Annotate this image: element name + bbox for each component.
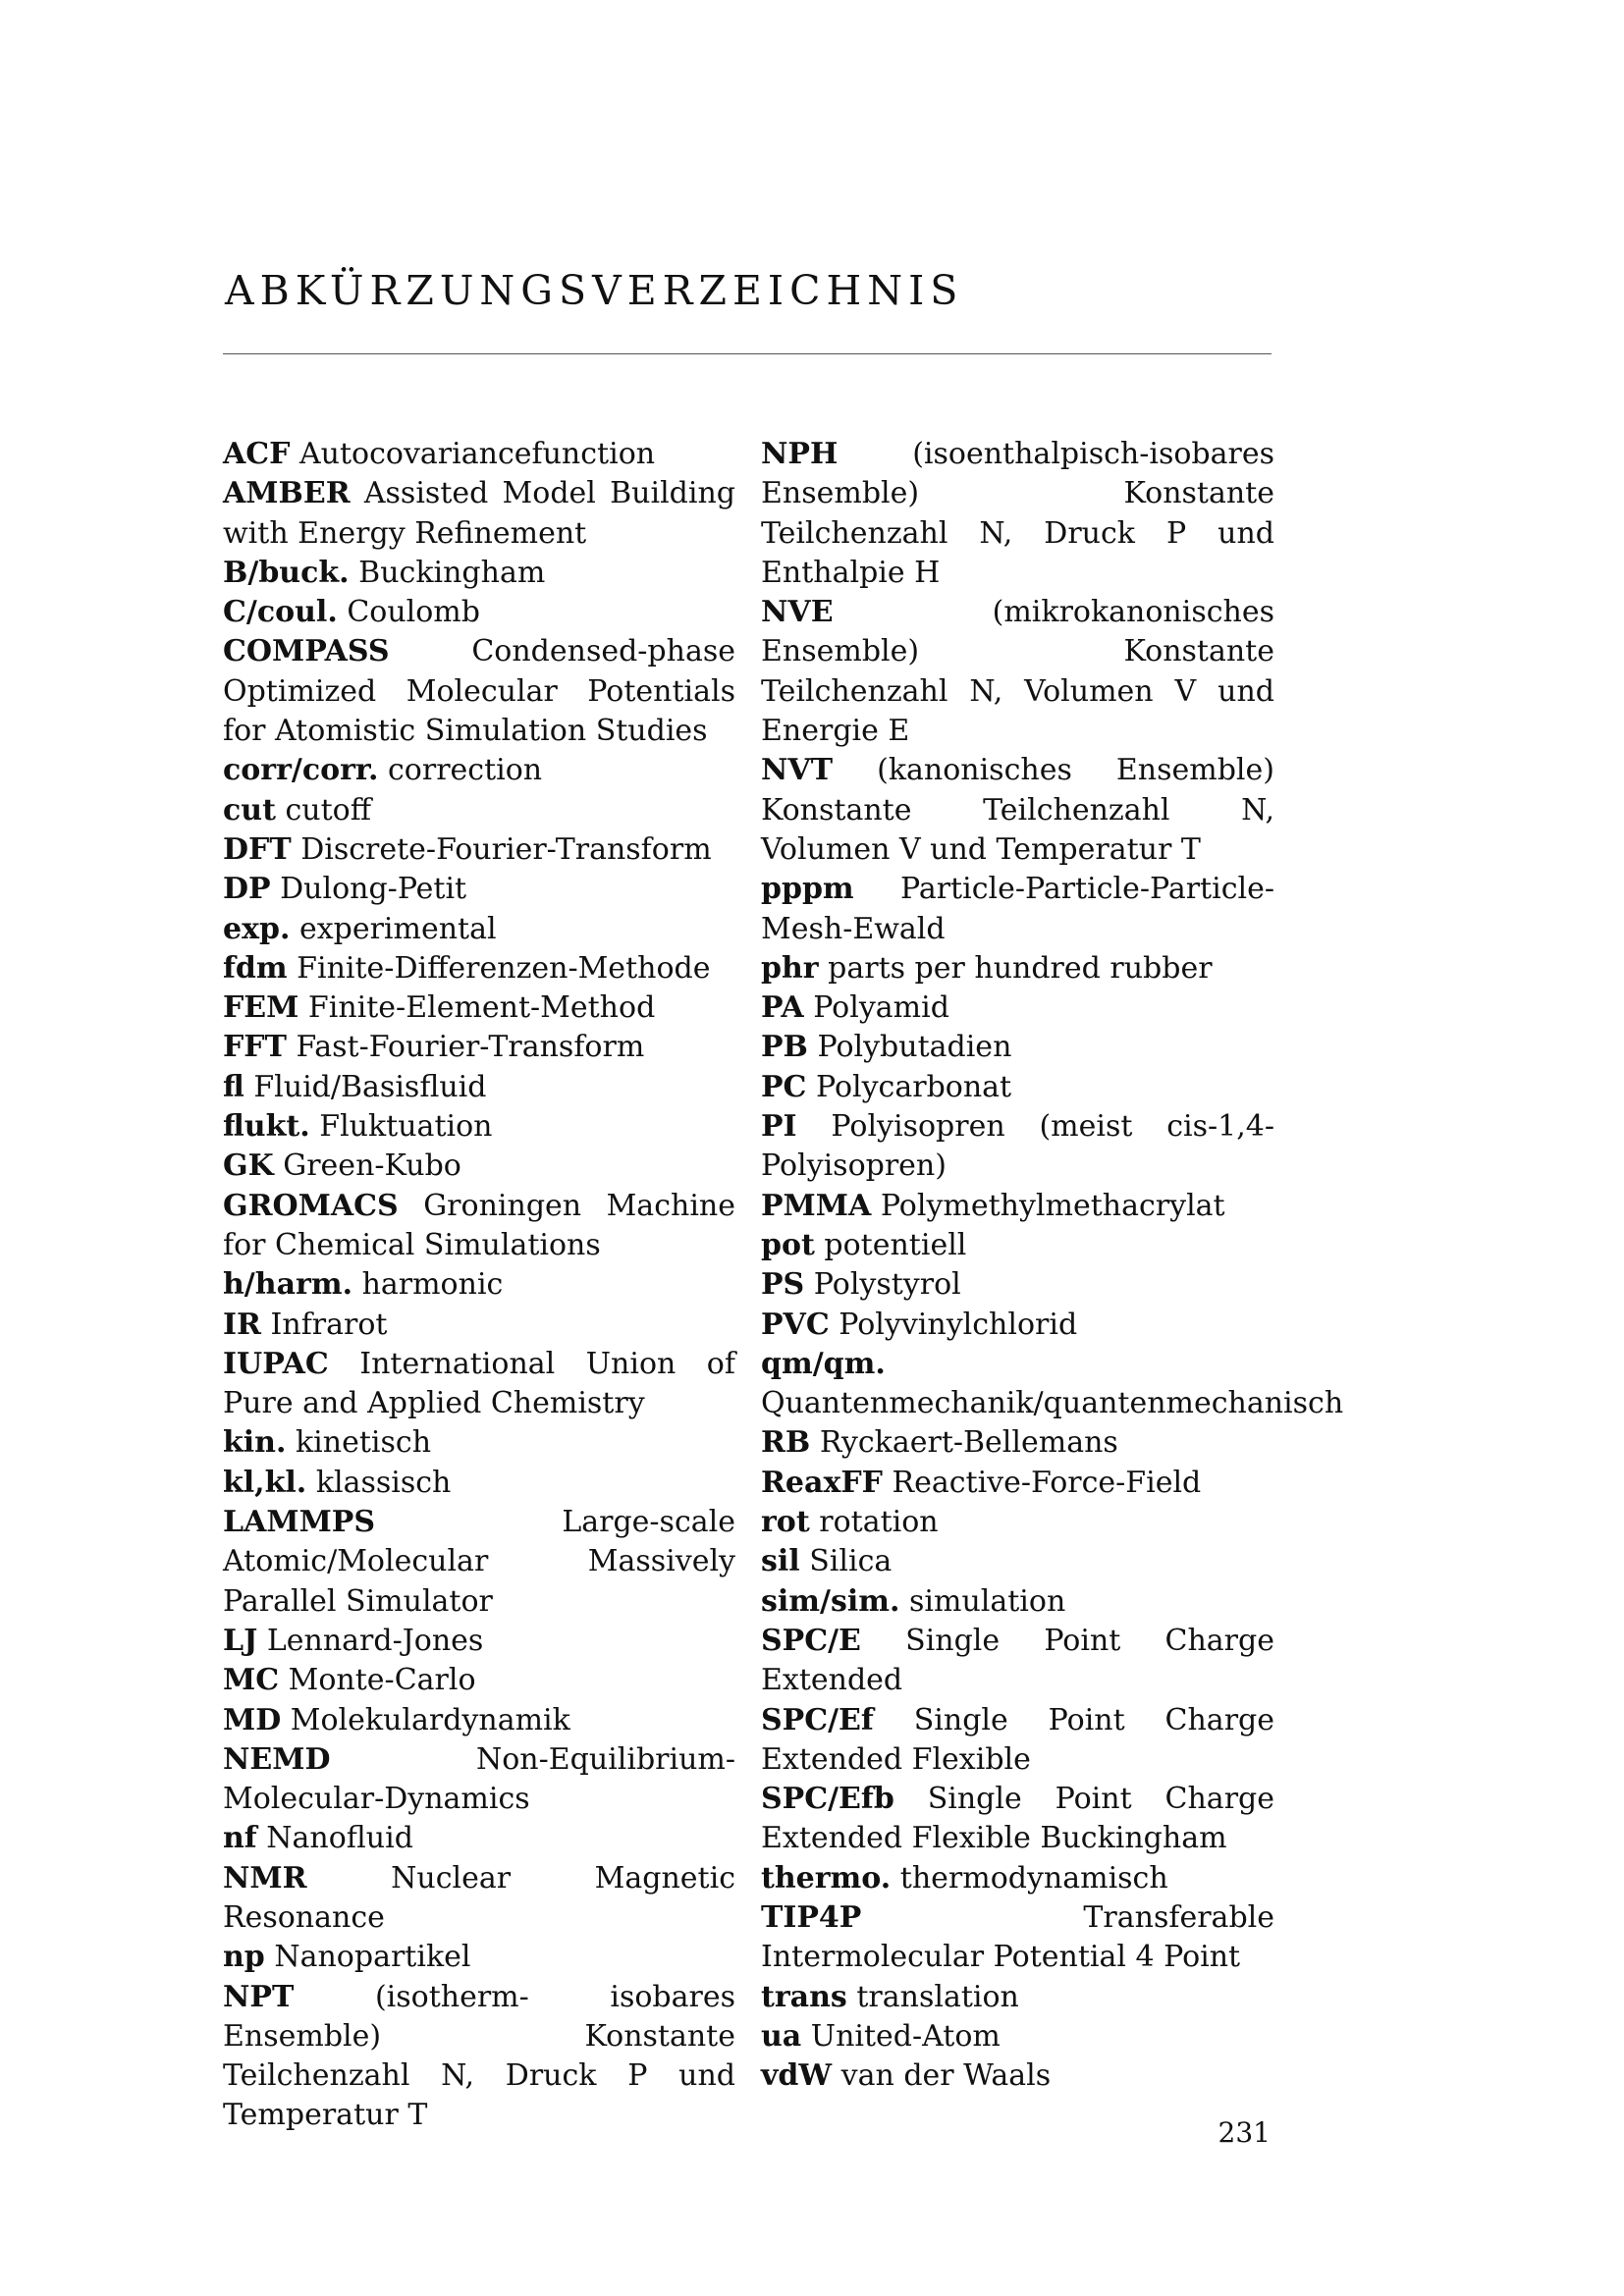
list-item [223,830,735,870]
abbreviation-definition: Finite-Element-Method [307,990,656,1026]
abbreviation-term: MC [223,1663,280,1698]
list-item [761,2017,1274,2056]
abbreviation-definition: kinetisch [296,1425,432,1461]
abbreviation-definition: Polyvinylchlorid [839,1307,1078,1342]
list-item [223,988,735,1028]
list-item [761,751,1274,870]
list-item [223,1187,735,1266]
list-item [761,593,1274,751]
list-item [223,870,735,909]
list-item [223,949,735,988]
abbreviation-definition: (kanonisches Ensemble) Konstante Teilchenzahl N, Volumen V und Temperatur T [761,753,1274,867]
abbreviation-term: PI [761,1109,797,1145]
list-item [223,1107,735,1147]
abbreviation-term: thermo. [761,1860,892,1896]
abbreviation-term: NEMD [223,1741,331,1777]
abbreviation-term: NMR [223,1860,307,1896]
list-item [223,1819,735,1858]
abbreviation-term: TIP4P [761,1899,862,1935]
abbreviation-definition: Ryckaert-Bellemans [819,1425,1118,1461]
abbreviation-definition: Groningen Machine for Chemical Simulations [223,1188,735,1262]
abbreviation-definition: Coulomb [347,595,480,630]
abbreviation-definition: Polystyrol [813,1267,961,1303]
abbreviation-definition: Fluktuation [319,1109,493,1145]
abbreviation-term: kl,kl. [223,1465,307,1500]
abbreviation-list-right [761,435,1344,2096]
list-item [761,1226,1274,1265]
abbreviation-definition: Nuclear Magnetic Resonance [223,1860,735,1935]
abbreviation-definition: Monte-Carlo [288,1663,476,1698]
abbreviation-definition: Quantenmechanik/quantenmechanisch [761,1386,1344,1421]
abbreviation-term: pot [761,1227,815,1262]
abbreviation-definition: cutoff [285,792,372,828]
abbreviation-definition: Large-scale Atomic/Molecular Massively Parallel Simulator [223,1505,735,1619]
list-item [761,1464,1274,1503]
abbreviation-term: exp. [223,911,291,946]
abbreviation-definition: Single Point Charge Extended [761,1623,1274,1698]
abbreviation-term: DFT [223,831,292,867]
abbreviation-term: trans [761,1979,847,2014]
list-item [223,593,735,632]
abbreviation-term: DP [223,872,271,907]
abbreviation-term: FFT [223,1030,287,1065]
abbreviation-definition: correction [387,753,543,788]
list-item [761,1780,1274,1859]
list-item [223,1661,735,1700]
abbreviation-term: NPT [223,1979,295,2014]
list-item [761,2056,1274,2096]
list-item [223,1938,735,1977]
abbreviation-term: AMBER [223,476,351,511]
abbreviation-term: GK [223,1148,274,1184]
list-item [761,1265,1274,1305]
page-number: 231 [1218,2116,1271,2149]
abbreviation-term: COMPASS [223,634,390,669]
abbreviation-term: B/buck. [223,555,350,590]
list-item [223,554,735,593]
list-item [761,1187,1274,1226]
abbreviation-definition: Polycarbonat [815,1069,1012,1104]
list-item [223,435,735,474]
abbreviation-definition: Polyamid [813,990,949,1026]
list-item [223,1503,735,1622]
abbreviation-definition: potentiell [824,1227,967,1262]
abbreviation-term: PMMA [761,1188,872,1223]
abbreviation-term: np [223,1940,265,1975]
abbreviation-term: qm/qm. [761,1346,886,1381]
abbreviation-term: nf [223,1821,257,1856]
abbreviation-term: MD [223,1702,282,1737]
abbreviation-term: PB [761,1030,808,1065]
abbreviation-definition: Single Point Charge Extended Flexible [761,1702,1274,1777]
abbreviation-term: NVE [761,595,834,630]
list-item [223,910,735,949]
abbreviation-definition: Molekulardynamik [290,1702,570,1737]
list-item [223,1306,735,1345]
abbreviation-definition: Nanofluid [266,1821,413,1856]
abbreviation-term: NPH [761,437,839,471]
abbreviation-definition: Discrete-Fourier-Transform [300,831,712,867]
abbreviation-definition: Polybutadien [817,1030,1012,1065]
abbreviation-term: flukt. [223,1109,310,1145]
abbreviation-term: vdW [761,2058,833,2094]
abbreviation-term: PA [761,990,804,1026]
list-item [761,1978,1274,2017]
abbreviation-term: GROMACS [223,1188,399,1223]
abbreviation-definition: (isotherm- isobares Ensemble) Konstante Teilchenzahl N, Druck P und Temperatur T [223,1979,735,2133]
abbreviation-term: h/harm. [223,1267,353,1303]
abbreviation-definition: Fast-Fourier-Transform [296,1030,645,1065]
abbreviation-definition: Autocovariancefunction [299,437,656,471]
abbreviation-term: C/coul. [223,595,338,630]
abbreviation-term: LAMMPS [223,1505,376,1540]
abbreviation-term: LJ [223,1623,258,1658]
list-item [761,1582,1274,1622]
abbreviation-term: PVC [761,1307,830,1342]
abbreviation-term: cut [223,792,276,828]
list-item [761,1028,1274,1067]
list-item [761,1701,1274,1781]
abbreviation-term: kin. [223,1425,287,1461]
abbreviation-term: ua [761,2018,802,2054]
abbreviation-term: rot [761,1505,810,1540]
list-item [761,988,1274,1028]
abbreviation-definition: simulation [909,1583,1066,1619]
abbreviation-definition: Transferable Intermolecular Potential 4 Point [761,1899,1274,1975]
abbreviation-definition: Assisted Model Building with Energy Refinement [223,476,735,551]
abbreviation-term: fl [223,1069,244,1104]
abbreviation-term: ACF [223,437,291,471]
abbreviation-definition: experimental [298,911,497,946]
abbreviation-definition: Green-Kubo [283,1148,461,1184]
abbreviation-definition: Dulong-Petit [280,872,467,907]
list-item [223,1464,735,1503]
list-item [223,1068,735,1107]
list-item [761,1068,1274,1107]
abbreviation-term: PC [761,1069,807,1104]
abbreviation-definition: klassisch [315,1465,452,1500]
abbreviation-definition: Fluid/Basisfluid [253,1069,487,1104]
abbreviation-definition: Non-Equilibrium-Molecular-Dynamics [223,1741,735,1817]
abbreviation-term: SPC/Efb [761,1782,894,1817]
list-item [761,1423,1274,1463]
abbreviation-definition: Lennard-Jones [266,1623,484,1658]
abbreviation-definition: (mikrokanonisches Ensemble) Konstante Teilchenzahl N, Volumen V und Energie E [761,595,1274,749]
abbreviation-definition: Particle-Particle-Particle-Mesh-Ewald [761,872,1274,946]
list-item [761,949,1274,988]
list-item [223,1147,735,1186]
abbreviation-definition: Reactive-Force-Field [892,1465,1202,1500]
list-item [761,1622,1274,1701]
abbreviation-term: ReaxFF [761,1465,883,1500]
list-item [223,791,735,830]
abbreviation-definition: Buckingham [358,555,546,590]
abbreviation-definition: (isoenthalpisch-isobares Ensemble) Konstante Teilchenzahl N, Druck P und Enthalpie H [761,437,1274,590]
abbreviation-definition: Infrarot [270,1307,388,1342]
abbreviation-list-left [223,435,735,2136]
list-item [761,435,1274,593]
abbreviation-definition: rotation [819,1505,939,1540]
list-item [761,1503,1274,1542]
abbreviation-term: PS [761,1267,805,1303]
list-item [223,474,735,554]
abbreviation-term: NVT [761,753,834,788]
abbreviation-definition: Polyisopren (meist cis-1,4-Polyisopren) [761,1109,1274,1184]
abbreviation-definition: Finite-Differenzen-Methode [297,950,711,986]
list-item [761,1107,1274,1187]
list-item [761,1542,1274,1581]
abbreviation-term: phr [761,950,819,986]
abbreviation-definition: Nanopartikel [274,1940,471,1975]
page-title: ABKÜRZUNGSVERZEICHNIS [225,267,964,314]
title-rule [223,353,1272,354]
list-item [761,870,1274,949]
list-item [223,1701,735,1740]
abbreviation-term: sil [761,1544,800,1579]
abbreviation-term: SPC/Ef [761,1702,874,1737]
list-item [223,1265,735,1305]
list-item [223,632,735,751]
abbreviation-definition: van der Waals [840,2058,1052,2094]
list-item [223,1345,735,1424]
list-item [223,1859,735,1939]
abbreviation-definition: translation [856,1979,1019,2014]
abbreviation-term: fdm [223,950,288,986]
list-item [761,1345,1344,1424]
abbreviation-definition: thermodynamisch [899,1860,1168,1896]
abbreviation-definition: Single Point Charge Extended Flexible Buckingham [761,1782,1274,1856]
list-item [223,1740,735,1820]
abbreviation-term: sim/sim. [761,1583,900,1619]
abbreviation-definition: harmonic [361,1267,504,1303]
abbreviation-term: RB [761,1425,811,1461]
abbreviation-term: FEM [223,990,299,1026]
list-item [761,1898,1274,1978]
list-item [223,1978,735,2136]
abbreviation-term: corr/corr. [223,753,379,788]
abbreviation-term: pppm [761,872,854,907]
list-item [223,1622,735,1661]
abbreviation-definition: International Union of Pure and Applied Chemistry [223,1346,735,1421]
list-item [223,751,735,790]
abbreviation-definition: United-Atom [810,2018,1001,2054]
abbreviation-definition: Condensed-phase Optimized Molecular Potentials for Atomistic Simulation Studies [223,634,735,749]
list-item [761,1306,1274,1345]
list-item [223,1028,735,1067]
list-item [223,1423,735,1463]
abbreviation-definition: Polymethylmethacrylat [880,1188,1225,1223]
abbreviation-term: IR [223,1307,261,1342]
abbreviation-term: SPC/E [761,1623,861,1658]
list-item [761,1859,1274,1898]
abbreviation-definition: Silica [809,1544,893,1579]
abbreviation-definition: parts per hundred rubber [828,950,1213,986]
abbreviation-term: IUPAC [223,1346,329,1381]
